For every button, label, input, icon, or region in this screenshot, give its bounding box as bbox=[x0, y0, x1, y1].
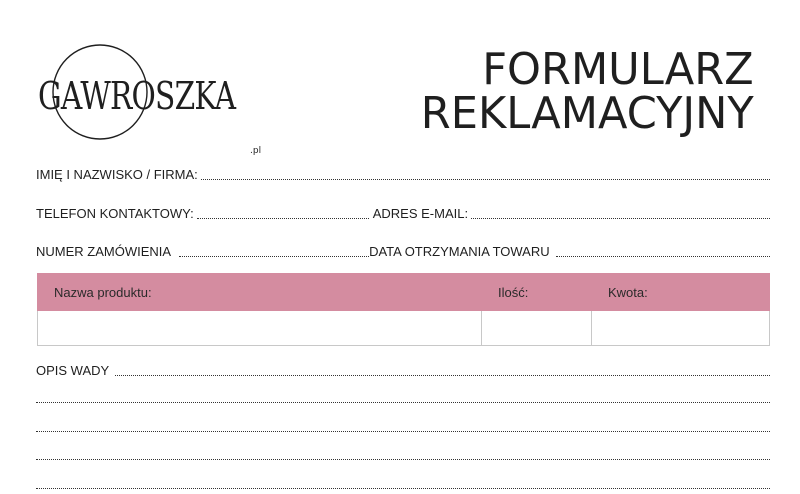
email-input-line[interactable] bbox=[471, 215, 770, 219]
cell-quantity[interactable] bbox=[482, 311, 592, 346]
header-product: Nazwa produktu: bbox=[38, 274, 482, 311]
logo-wordmark: GAWROSZKA bbox=[38, 74, 236, 118]
date-label: DATA OTRZYMANIA TOWARU bbox=[369, 244, 550, 259]
order-row bbox=[36, 243, 770, 259]
defect-field bbox=[36, 362, 770, 378]
email-label: ADRES E-MAIL: bbox=[372, 206, 469, 221]
header-amount: Kwota: bbox=[592, 274, 770, 311]
brand-logo bbox=[36, 42, 262, 156]
table-row bbox=[38, 311, 770, 346]
defect-label: OPIS WADY bbox=[36, 363, 110, 378]
name-field[interactable] bbox=[36, 166, 770, 182]
cell-product[interactable] bbox=[38, 311, 482, 346]
logo-suffix: .pl bbox=[250, 146, 262, 156]
header-quantity: Ilość: bbox=[482, 274, 592, 311]
name-input-line[interactable] bbox=[201, 176, 770, 180]
title-line-1: FORMULARZ bbox=[482, 44, 754, 95]
date-input-line[interactable] bbox=[556, 253, 770, 257]
order-input-line[interactable] bbox=[179, 253, 369, 257]
table-header-row bbox=[38, 274, 770, 311]
defect-line-4[interactable] bbox=[36, 459, 770, 460]
defect-line-3[interactable] bbox=[36, 431, 770, 432]
order-label: NUMER ZAMÓWIENIA bbox=[36, 244, 172, 259]
cell-amount[interactable] bbox=[592, 311, 770, 346]
title-line-2: REKLAMACYJNY bbox=[421, 88, 754, 139]
phone-input-line[interactable] bbox=[197, 215, 369, 219]
page-title bbox=[414, 44, 754, 139]
defect-line-5[interactable] bbox=[36, 488, 770, 489]
defect-input-line[interactable] bbox=[115, 372, 770, 376]
contact-row bbox=[36, 205, 770, 221]
products-table bbox=[37, 273, 770, 346]
defect-line-2[interactable] bbox=[36, 402, 770, 403]
name-label: IMIĘ I NAZWISKO / FIRMA: bbox=[36, 167, 198, 182]
phone-label: TELEFON KONTAKTOWY: bbox=[36, 206, 194, 221]
